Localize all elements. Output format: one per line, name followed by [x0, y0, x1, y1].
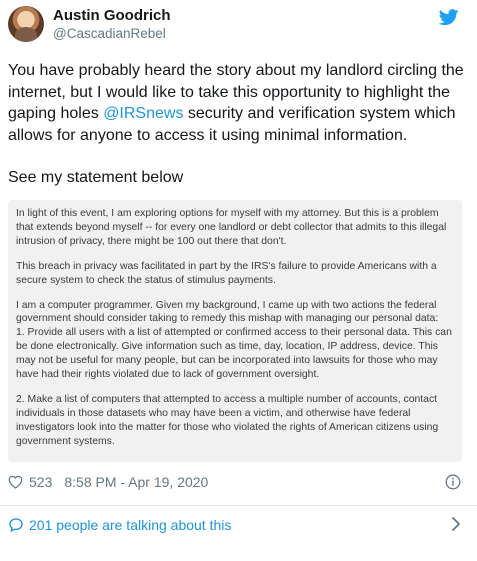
author-name[interactable]: Austin Goodrich — [53, 7, 171, 24]
talking-label[interactable]: 201 people are talking about this — [29, 517, 232, 533]
tweet-text-before: You have probably heard the story about my landlord circling the internet, but I would like to take this opportunity to highlight the gaping holes — [8, 62, 464, 122]
mention-link[interactable]: @IRSnews — [103, 105, 184, 122]
tweet-meta — [8, 472, 208, 492]
statement-paragraph: This breach in privacy was facilitated in part by the IRS's failure to provide Americans with a secure system to check the status of stimulus payments. — [16, 260, 437, 286]
divider — [0, 505, 477, 506]
info-icon[interactable] — [445, 474, 461, 490]
tweet-timestamp[interactable]: 8:58 PM - Apr 19, 2020 — [64, 474, 209, 490]
tweet-text-after: security and verification system which allows for anyone to access it using minimal information. — [8, 105, 456, 144]
like-count[interactable]: 523 — [29, 474, 53, 490]
statement-image[interactable] — [8, 200, 462, 462]
statement-paragraph: 2. Make a list of computers that attempted to access a multiple number of accounts, contact individuals in those datasets who may have been a victim, and otherwise have federal investigators look into the matter for those who violated the rights of American citizens using government systems. — [16, 393, 439, 447]
author-handle[interactable]: @CascadianRebel — [53, 26, 166, 41]
statement-paragraph: I am a computer programmer. Given my background, I came up with two actions the federal government should consider taking to remedy this mishap with managing our personal data: 1. Provide all users with a list of attempted or confirmed access to their personal data. This can be done electronically. Give information such as time, day, location, IP address, device. This may not be useful for many people, but can be incorporated into lawsuits for those who may have had their rights violated due to lack of government oversight. — [16, 299, 452, 381]
tweet-text — [8, 60, 470, 189]
chevron-right-icon[interactable] — [451, 516, 461, 532]
talking-link[interactable] — [8, 515, 231, 535]
avatar[interactable] — [8, 6, 44, 42]
tweet-text-line2: See my statement below — [8, 169, 184, 186]
statement-paragraph: In light of this event, I am exploring options for myself with my attorney. But this is a problem that extends beyond myself -- for every one landlord or debt collector that admits to this illegal intrusion of privacy, there might be 100 out there that don't. — [16, 208, 447, 247]
comment-icon — [8, 517, 24, 533]
heart-icon[interactable] — [8, 475, 23, 489]
twitter-bird-icon[interactable] — [439, 9, 459, 26]
